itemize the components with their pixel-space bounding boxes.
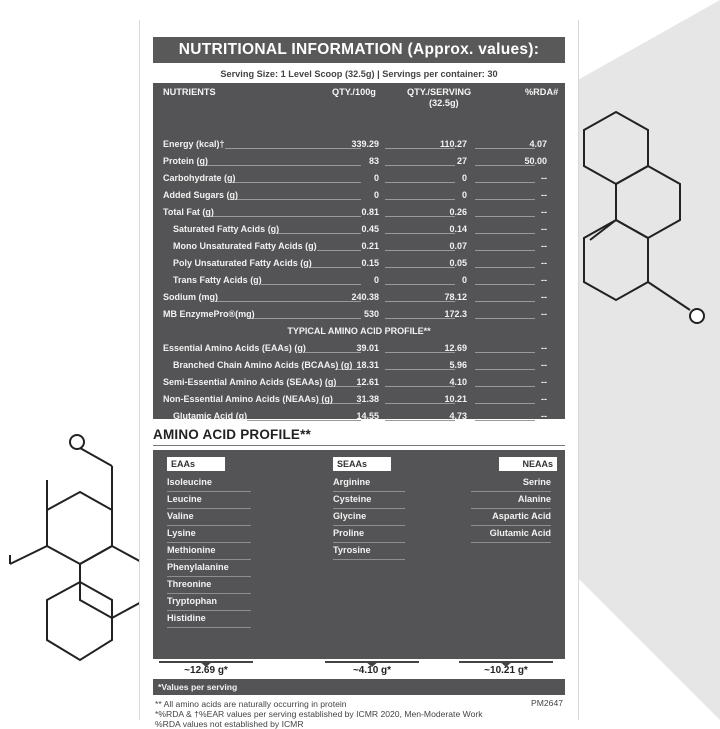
- value-rda: --: [541, 377, 547, 387]
- nutrient-name: Protein (g): [163, 156, 208, 166]
- value-per-100g: 14.55: [356, 411, 379, 421]
- seaa-item: Glycine: [333, 509, 405, 526]
- value-rda: --: [541, 224, 547, 234]
- header-qty-100g: QTY./100g: [332, 87, 376, 97]
- amino-nutrient-row: [153, 375, 565, 390]
- value-per-serving: 4.10: [449, 377, 467, 387]
- value-per-serving: 0.05: [449, 258, 467, 268]
- amino-nutrient-row: [153, 358, 565, 373]
- value-rda: --: [541, 292, 547, 302]
- value-per-100g: 0.45: [361, 224, 379, 234]
- neaa-item: Alanine: [471, 492, 551, 509]
- nutrient-name: Saturated Fatty Acids (g): [173, 224, 280, 234]
- amino-profile-panel: [153, 450, 565, 659]
- value-per-serving: 12.69: [444, 343, 467, 353]
- product-code: PM2647: [531, 698, 564, 708]
- leader-line: [385, 182, 455, 183]
- value-rda: --: [541, 190, 547, 200]
- value-rda: --: [541, 411, 547, 421]
- leader-line: [475, 284, 535, 285]
- leader-line: [475, 250, 535, 251]
- leader-line: [385, 216, 455, 217]
- neaa-item: Aspartic Acid: [471, 509, 551, 526]
- value-per-100g: 18.31: [356, 360, 379, 370]
- value-rda: --: [541, 360, 547, 370]
- eaa-item: Phenylalanine: [167, 560, 251, 577]
- leader-line: [197, 165, 361, 166]
- value-rda: 50.00: [524, 156, 547, 166]
- leader-line: [475, 386, 535, 387]
- leader-line: [385, 420, 455, 421]
- nutrient-row: [153, 307, 565, 322]
- neaa-item: Glutamic Acid: [471, 526, 551, 543]
- leader-line: [475, 403, 535, 404]
- footnote-rda: *%RDA & †%EAR values per serving established by ICMR 2020, Men-Moderate Work: [155, 709, 483, 719]
- eaa-item: Histidine: [167, 611, 251, 628]
- leader-line: [475, 216, 535, 217]
- nutrient-name: Energy (kcal)†: [163, 139, 225, 149]
- value-per-100g: 31.38: [356, 394, 379, 404]
- grey-diagonal-panel: [560, 0, 720, 720]
- header-nutrients: NUTRIENTS: [163, 87, 216, 97]
- leader-line: [385, 199, 455, 200]
- leader-line: [309, 267, 361, 268]
- value-rda: --: [541, 241, 547, 251]
- nutrient-name: Sodium (mg): [163, 292, 218, 302]
- nutrient-name: Mono Unsaturated Fatty Acids (g): [173, 241, 317, 251]
- nutrient-name: Branched Chain Amino Acids (BCAAs) (g): [173, 360, 353, 370]
- value-per-serving: 110.27: [439, 139, 467, 149]
- eaa-item: Valine: [167, 509, 251, 526]
- seaas-total: ~4.10 g*: [325, 661, 419, 677]
- eaa-item: Leucine: [167, 492, 251, 509]
- amino-nutrient-row: [153, 392, 565, 407]
- leader-line: [475, 318, 535, 319]
- footnote-rda-not-established: %RDA values not established by ICMR: [155, 719, 304, 729]
- value-per-100g: 0.21: [361, 241, 379, 251]
- value-per-serving: 0.14: [449, 224, 467, 234]
- value-per-100g: 0: [373, 173, 379, 183]
- amino-nutrient-row: [153, 341, 565, 356]
- nutrition-title: NUTRITIONAL INFORMATION (Approx. values):: [153, 37, 565, 63]
- seaa-item: Proline: [333, 526, 405, 543]
- nutrition-table: [153, 83, 565, 419]
- value-per-serving: 5.96: [449, 360, 467, 370]
- value-rda: 4.07: [529, 139, 547, 149]
- leader-line: [229, 182, 361, 183]
- eaa-item: Lysine: [167, 526, 251, 543]
- nutrient-row: [153, 154, 565, 169]
- value-per-serving: 172.3: [444, 309, 467, 319]
- nutrient-row: [153, 205, 565, 220]
- value-per-100g: 339.29: [351, 139, 379, 149]
- amino-section-label: [153, 324, 565, 339]
- value-per-serving: 10.21: [444, 394, 467, 404]
- value-per-100g: 39.01: [356, 343, 379, 353]
- nutrient-row: [153, 239, 565, 254]
- leader-line: [385, 250, 455, 251]
- header-qty-serving: [407, 87, 471, 109]
- leader-line: [247, 318, 361, 319]
- value-rda: --: [541, 275, 547, 285]
- value-per-serving: 0.07: [449, 241, 467, 251]
- value-per-100g: 12.61: [356, 377, 379, 387]
- nutrient-row: [153, 256, 565, 271]
- leader-line: [475, 148, 535, 149]
- value-rda: --: [541, 173, 547, 183]
- nutrient-name: Glutamic Acid (g): [173, 411, 248, 421]
- leader-line: [475, 301, 535, 302]
- leader-line: [277, 233, 361, 234]
- value-per-serving: 0: [461, 190, 467, 200]
- value-per-serving: 0: [461, 173, 467, 183]
- seaa-item: Arginine: [333, 475, 405, 492]
- nutrient-name: Poly Unsaturated Fatty Acids (g): [173, 258, 312, 268]
- value-per-serving: 0.26: [449, 207, 467, 217]
- leader-line: [475, 420, 535, 421]
- value-per-100g: 0.81: [361, 207, 379, 217]
- leader-line: [385, 369, 455, 370]
- nutrient-name: Total Fat (g): [163, 207, 214, 217]
- value-per-serving: 27: [456, 156, 467, 166]
- leader-line: [229, 199, 361, 200]
- value-per-serving: 4.73: [449, 411, 467, 421]
- value-per-100g: 240.38: [351, 292, 379, 302]
- value-per-serving: 0: [461, 275, 467, 285]
- amino-heading-divider: [153, 445, 565, 446]
- nutrient-row: [153, 137, 565, 152]
- neaa-item: Serine: [471, 475, 551, 492]
- value-rda: --: [541, 394, 547, 404]
- neaas-total: ~10.21 g*: [459, 661, 553, 677]
- value-rda: --: [541, 309, 547, 319]
- amino-section-text: TYPICAL AMINO ACID PROFILE**: [287, 326, 431, 336]
- value-per-100g: 0: [373, 190, 379, 200]
- seaa-item: Cysteine: [333, 492, 405, 509]
- nutrient-row: [153, 171, 565, 186]
- seaa-item: Tyrosine: [333, 543, 405, 560]
- leader-line: [385, 284, 455, 285]
- leader-line: [475, 369, 535, 370]
- value-rda: --: [541, 207, 547, 217]
- eaa-item: Methionine: [167, 543, 251, 560]
- leader-line: [475, 352, 535, 353]
- header-qty-serving-sub: (32.5g): [429, 98, 459, 108]
- value-rda: --: [541, 258, 547, 268]
- eaa-item: Threonine: [167, 577, 251, 594]
- value-per-serving: 78.12: [444, 292, 467, 302]
- nutrient-name: Essential Amino Acids (EAAs) (g): [163, 343, 306, 353]
- nutrient-name: Semi-Essential Amino Acids (SEAAs) (g): [163, 377, 337, 387]
- amino-profile-heading: AMINO ACID PROFILE**: [153, 427, 312, 442]
- header-qty-serving-label: QTY./SERVING: [407, 87, 472, 97]
- leader-line: [475, 182, 535, 183]
- value-rda: --: [541, 343, 547, 353]
- molecule-icon-left: [10, 435, 145, 660]
- leader-line: [225, 148, 361, 149]
- leader-line: [385, 233, 455, 234]
- value-per-100g: 0.15: [361, 258, 379, 268]
- nutrient-name: Added Sugars (g): [163, 190, 239, 200]
- leader-line: [475, 233, 535, 234]
- seaas-column-header: SEAAs: [333, 457, 391, 471]
- neaas-column-header: NEAAs: [499, 457, 557, 471]
- leader-line: [475, 267, 535, 268]
- eaa-item: Tryptophan: [167, 594, 251, 611]
- nutrient-name: Carbohydrate (g): [163, 173, 236, 183]
- nutrient-row: [153, 188, 565, 203]
- eaas-column-header: EAAs: [167, 457, 225, 471]
- header-rda: %RDA#: [525, 87, 559, 97]
- nutrient-row: [153, 290, 565, 305]
- nutrient-name: Non-Essential Amino Acids (NEAAs) (g): [163, 394, 333, 404]
- leader-line: [205, 216, 361, 217]
- serving-info: Serving Size: 1 Level Scoop (32.5g) | Servings per container: 30: [220, 69, 498, 79]
- amino-totals-band: [153, 659, 565, 679]
- footnote-amino: ** All amino acids are naturally occurring in protein: [155, 699, 347, 709]
- nutrient-row: [153, 222, 565, 237]
- nutrient-row: [153, 273, 565, 288]
- nutrition-label-card: [139, 20, 579, 729]
- leader-line: [261, 284, 361, 285]
- eaas-total: ~12.69 g*: [159, 661, 253, 677]
- leader-line: [215, 301, 361, 302]
- amino-nutrient-row: [153, 409, 565, 424]
- leader-line: [385, 386, 455, 387]
- leader-line: [317, 250, 361, 251]
- values-per-serving-note: *Values per serving: [153, 679, 565, 695]
- nutrient-name: Trans Fatty Acids (g): [173, 275, 262, 285]
- leader-line: [247, 420, 361, 421]
- nutrient-name: MB EnzymePro®(mg): [163, 309, 255, 319]
- leader-line: [475, 199, 535, 200]
- value-per-100g: 0: [373, 275, 379, 285]
- eaa-item: Isoleucine: [167, 475, 251, 492]
- value-per-100g: 83: [368, 156, 379, 166]
- leader-line: [305, 352, 361, 353]
- leader-line: [385, 267, 455, 268]
- leader-line: [385, 165, 455, 166]
- value-per-100g: 530: [363, 309, 379, 319]
